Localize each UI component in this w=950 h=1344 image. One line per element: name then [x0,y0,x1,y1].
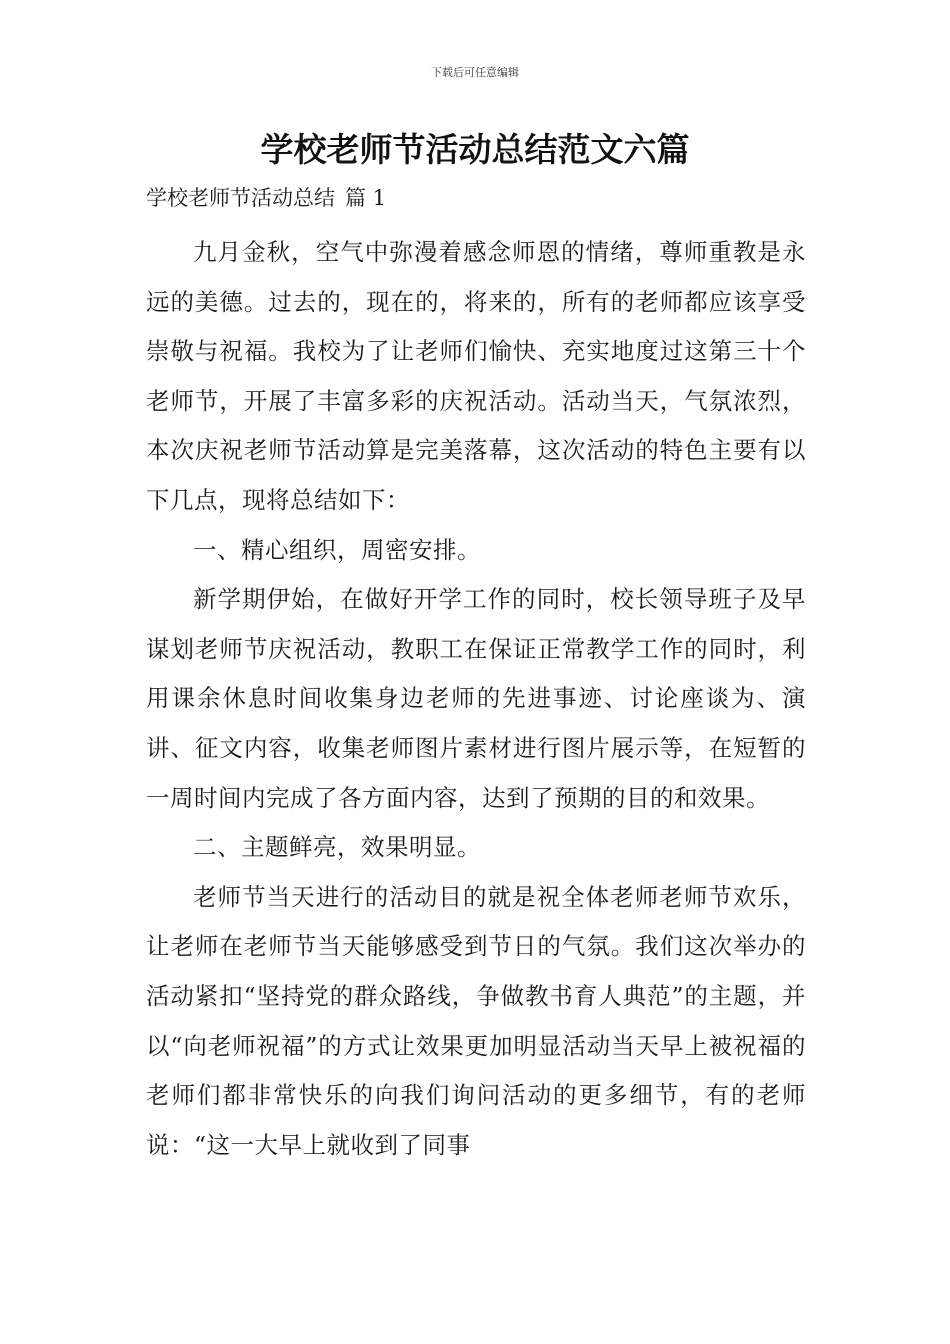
paragraph-heading-one: 一、精心组织，周密安排。 [193,535,481,564]
document-title: 学校老师节活动总结范文六篇 [260,130,690,169]
section-heading-label: 学校老师节活动总结 [146,186,335,210]
paragraph-heading-two: 二、主题鲜亮，效果明显。 [193,833,481,862]
header-note: 下载后可任意编辑 [431,66,519,79]
paragraph-theme: 老师节当天进行的活动目的就是祝全体老师老师节欢乐，让老师在老师节当天能够感受到节日的气氛。我们这次举办的活动紧扣“坚持党的群众路线，争做教书育人典范”的主题，并以“向老师祝福”的方式让效果更加明显活动当天早上被祝福的老师们都非常快乐的向我们询问活动的更多细节，有的老师说：“这一大早上就收到了同事 [146,882,806,1159]
document-body [146,228,806,1170]
section-heading [146,182,386,214]
paragraph-intro: 九月金秋，空气中弥漫着感念师恩的情绪，尊师重教是永远的美德。过去的，现在的，将来的，所有的老师都应该享受崇敬与祝福。我校为了让老师们愉快、充实地度过这第三十个老师节，开展了丰富多彩的庆祝活动。活动当天，气氛浓烈，本次庆祝老师节活动算是完美落幕，这次活动的特色主要有以下几点，现将总结如下： [146,238,806,514]
paragraph-organization: 新学期伊始，在做好开学工作的同时，校长领导班子及早谋划老师节庆祝活动，教职工在保证正常教学工作的同时，利用课余休息时间收集身边老师的先进事迹、讨论座谈为、演讲、征文内容，收集老师图片素材进行图片展示等，在短暂的一周时间内完成了各方面内容，达到了预期的目的和效果。 [146,585,806,812]
section-heading-number: 篇 1 [345,186,387,210]
